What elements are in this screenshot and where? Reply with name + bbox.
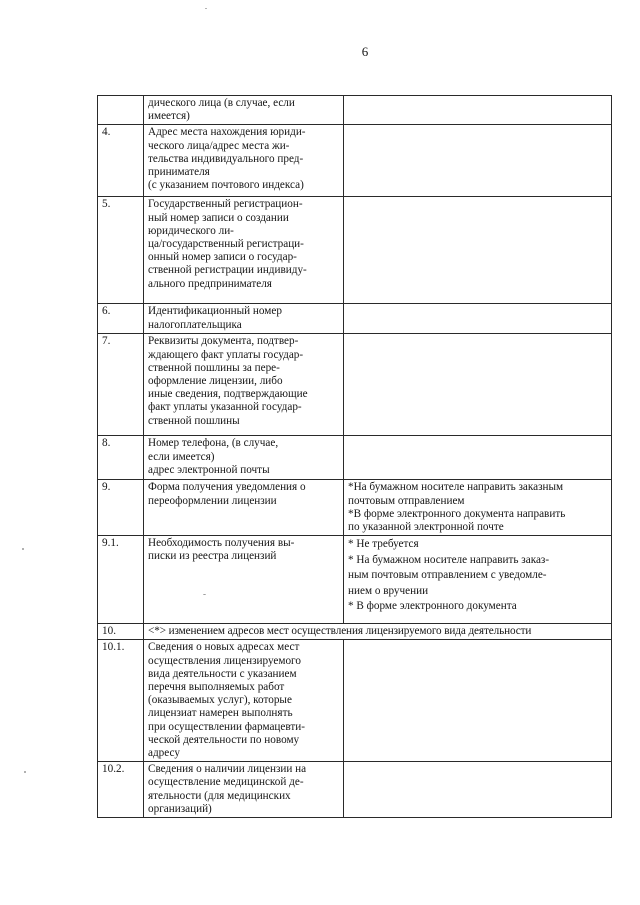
section-heading: <*> изменением адресов мест осуществления лицензируемого вида деятельности: [144, 624, 612, 640]
field-value-line: нием о вручении: [348, 584, 429, 597]
field-label: [144, 640, 344, 762]
row-number: 10.: [98, 624, 144, 640]
scan-speck: [22, 548, 24, 550]
field-value-line: ным почтовым отправлением с уведомле-: [348, 569, 547, 582]
field-label: [144, 304, 344, 334]
field-label-line: иные сведения, подтверждающие: [148, 388, 308, 401]
field-label-line: при осуществлении фармацевти-: [148, 720, 305, 733]
field-label-line: лицензиат намерен выполнять: [148, 707, 293, 720]
field-label-line: имеется): [148, 110, 190, 123]
field-label-line: Сведения о новых адресах мест: [148, 641, 300, 654]
row-number: 6.: [98, 304, 144, 334]
field-label-line: адрес электронной почты: [148, 463, 270, 476]
field-label-line: если имеется): [148, 450, 215, 463]
row-number: [98, 96, 144, 125]
field-label-line: ственной регистрации индивиду-: [148, 264, 307, 277]
field-label-line: онный номер записи о государ-: [148, 251, 297, 264]
field-label: [144, 197, 344, 304]
field-label-line: Государственный регистрацион-: [148, 198, 303, 211]
field-label-line: ческого лица/адрес места жи-: [148, 139, 290, 152]
table-row: [98, 762, 612, 818]
table-row: [98, 536, 612, 624]
field-label-line: ственной пошлины: [148, 414, 240, 427]
scan-speck: [205, 8, 207, 9]
field-label-line: налогоплательщика: [148, 318, 242, 331]
field-label-line: Форма получения уведомления о: [148, 481, 306, 494]
field-label-line: адресу: [148, 747, 180, 760]
table-row: [98, 304, 612, 334]
row-number: 10.1.: [98, 640, 144, 762]
field-label-line: ца/государственный регистраци-: [148, 238, 304, 251]
field-value: [344, 304, 612, 334]
scan-speck: [24, 771, 26, 773]
field-value: [344, 125, 612, 197]
field-value-line: * Не требуется: [348, 538, 419, 551]
table-row: [98, 624, 612, 640]
field-value: [344, 480, 612, 536]
field-label: [144, 96, 344, 125]
field-label-line: перечня выполняемых работ: [148, 681, 285, 694]
field-value-line: по указанной электронной почте: [348, 521, 504, 534]
field-label-line: ческой деятельности по новому: [148, 733, 300, 746]
field-value: [344, 334, 612, 436]
field-label-line: ственной пошлины за пере-: [148, 361, 280, 374]
field-label-line: Номер телефона, (в случае,: [148, 437, 279, 450]
field-value-line: почтовым отправлением: [348, 494, 465, 507]
field-label-line: переоформлении лицензии: [148, 494, 277, 507]
page-number: 6: [361, 44, 369, 59]
field-label-line: Адрес места нахождения юриди-: [148, 126, 306, 139]
row-number: 7.: [98, 334, 144, 436]
field-value-line: * На бумажном носителе направить заказ-: [348, 553, 550, 566]
field-value: [344, 436, 612, 480]
field-label-line: Идентификационный номер: [148, 305, 282, 318]
field-label: [144, 536, 344, 624]
row-number: 5.: [98, 197, 144, 304]
table-row: [98, 436, 612, 480]
field-label: [144, 480, 344, 536]
field-label-line: осуществления лицензируемого: [148, 654, 301, 667]
field-value-line: *В форме электронного документа направить: [348, 507, 566, 520]
row-number: 9.1.: [98, 536, 144, 624]
row-number: 9.: [98, 480, 144, 536]
field-label-line: ятельности (для медицинских: [148, 789, 291, 802]
field-value: [344, 536, 612, 624]
field-label-line: оформление лицензии, либо: [148, 375, 283, 388]
field-label: [144, 762, 344, 818]
field-label-line: дического лица (в случае, если: [148, 97, 295, 109]
field-value: [344, 197, 612, 304]
field-label-line: факт уплаты указанной государ-: [148, 401, 302, 414]
field-label: [144, 125, 344, 197]
field-label-line: Необходимость получения вы-: [148, 537, 295, 550]
field-label-line: осуществление медицинской де-: [148, 776, 304, 789]
row-number: 4.: [98, 125, 144, 197]
table-row: [98, 96, 612, 125]
field-label: [144, 334, 344, 436]
field-label-line: Сведения о наличии лицензии на: [148, 763, 307, 776]
table-row: [98, 197, 612, 304]
field-value: [344, 762, 612, 818]
field-label-line: ный номер записи о создании: [148, 211, 289, 224]
field-value-line: * В форме электронного документа: [348, 600, 517, 613]
field-label-line: вида деятельности с указанием: [148, 667, 297, 680]
row-number: 10.2.: [98, 762, 144, 818]
field-label-line: организаций): [148, 802, 212, 815]
field-label-line: принимателя: [148, 166, 210, 179]
field-label-line: юридического ли-: [148, 224, 234, 237]
field-label-line: (оказываемых услуг), которые: [148, 694, 292, 707]
field-label: [144, 436, 344, 480]
field-value: [344, 96, 612, 125]
field-label-line: Реквизиты документа, подтвер-: [148, 335, 299, 348]
field-label-line: (с указанием почтового индекса): [148, 179, 304, 192]
row-number: 8.: [98, 436, 144, 480]
field-label-line: ального предпринимателя: [148, 277, 272, 290]
scan-speck: [203, 594, 206, 595]
table-row: [98, 480, 612, 536]
application-form-table: [97, 95, 612, 818]
field-label-line: писки из реестра лицензий: [148, 550, 277, 563]
field-label-line: тельства индивидуального пред-: [148, 152, 304, 165]
field-label-line: ждающего факт уплаты государ-: [148, 348, 304, 361]
table-row: [98, 334, 612, 436]
table-row: [98, 640, 612, 762]
field-value: [344, 640, 612, 762]
table-row: [98, 125, 612, 197]
field-value-line: *На бумажном носителе направить заказным: [348, 481, 564, 494]
